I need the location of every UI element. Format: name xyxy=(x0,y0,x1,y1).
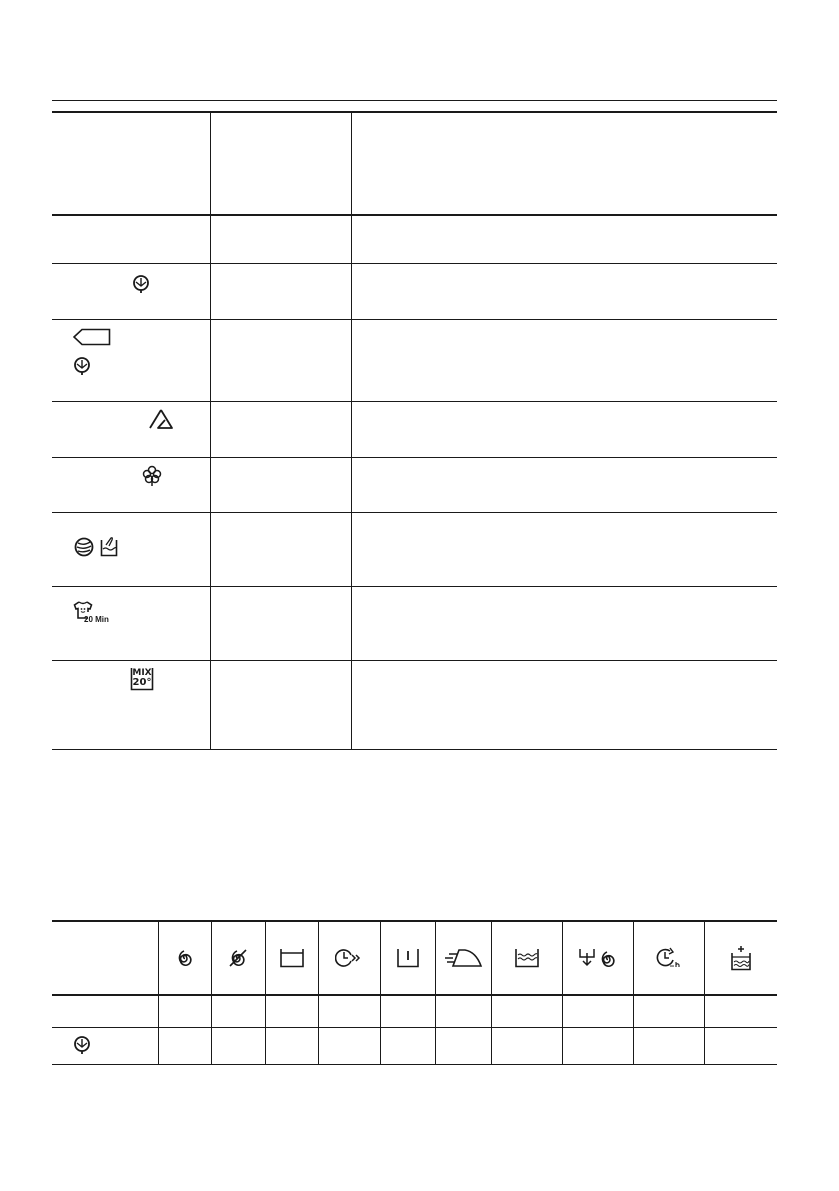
options-cell xyxy=(562,995,633,1028)
header-cell-description xyxy=(351,112,777,215)
options-header-cell xyxy=(562,921,633,995)
options-cell xyxy=(633,1028,704,1065)
options-header-cell xyxy=(211,921,265,995)
program-table-header xyxy=(52,112,777,215)
mix-temp-label: 20° xyxy=(132,676,152,688)
options-cell xyxy=(704,995,777,1028)
mix-label: MIX xyxy=(132,667,152,678)
table-row xyxy=(52,263,777,319)
program-cell xyxy=(52,401,210,457)
wool-icon xyxy=(74,537,94,557)
options-cell xyxy=(562,1028,633,1065)
options-cell xyxy=(211,1028,265,1065)
options-header-cell xyxy=(158,921,211,995)
description-cell xyxy=(351,457,777,512)
mix-20-icon xyxy=(130,667,154,691)
description-cell xyxy=(351,319,777,401)
options-header-cell xyxy=(435,921,491,995)
description-cell xyxy=(351,586,777,660)
program-cell xyxy=(52,263,210,319)
options-cell xyxy=(704,1028,777,1065)
options-header-cell xyxy=(265,921,318,995)
rinse-hold-icon xyxy=(279,948,305,968)
cotton-eco-icon xyxy=(73,357,91,377)
description-cell xyxy=(351,660,777,749)
temperature-cell xyxy=(210,215,351,263)
options-table xyxy=(52,920,777,1065)
tag-icon xyxy=(73,328,111,346)
options-program-cell xyxy=(52,995,158,1028)
delay-start-icon xyxy=(656,946,682,970)
description-cell xyxy=(351,215,777,263)
options-header-cell xyxy=(704,921,777,995)
options-cell xyxy=(435,1028,491,1065)
top-rule xyxy=(52,100,777,101)
program-cell xyxy=(52,319,210,401)
program-cell xyxy=(52,215,210,263)
spin-icon xyxy=(176,949,194,967)
options-cell xyxy=(211,995,265,1028)
options-header-cell xyxy=(318,921,380,995)
prewash-icon xyxy=(396,948,420,968)
no-spin-icon xyxy=(228,948,248,968)
header-cell-temperature xyxy=(210,112,351,215)
options-cell xyxy=(158,995,211,1028)
temperature-cell xyxy=(210,660,351,749)
extra-rinse-icon xyxy=(514,948,540,968)
options-cell xyxy=(491,995,562,1028)
synthetics-triangle-icon xyxy=(148,408,174,430)
temperature-cell xyxy=(210,457,351,512)
easy-iron-icon xyxy=(443,948,483,968)
options-header-cell xyxy=(633,921,704,995)
drain-spin-icon xyxy=(578,947,618,969)
table-row xyxy=(52,457,777,512)
options-cell xyxy=(380,995,435,1028)
options-cell xyxy=(158,1028,211,1065)
options-header-cell xyxy=(491,921,562,995)
description-cell xyxy=(351,401,777,457)
options-cell xyxy=(380,1028,435,1065)
options-cell xyxy=(318,995,380,1028)
options-cell xyxy=(318,1028,380,1065)
table-row xyxy=(52,995,777,1028)
options-cell xyxy=(435,995,491,1028)
options-program-cell xyxy=(52,1028,158,1065)
time-save-icon xyxy=(335,947,363,969)
description-cell xyxy=(351,512,777,586)
steam-add-icon xyxy=(730,945,752,971)
header-cell-program xyxy=(52,112,210,215)
cotton-eco-icon xyxy=(73,1036,91,1056)
table-row xyxy=(52,660,777,749)
program-cell xyxy=(52,512,210,586)
options-header-program xyxy=(52,921,158,995)
program-cell xyxy=(52,457,210,512)
shirt-20min-label: 20 Min xyxy=(84,614,109,624)
options-cell xyxy=(265,995,318,1028)
temperature-cell xyxy=(210,512,351,586)
temperature-cell xyxy=(210,401,351,457)
cotton-eco-icon xyxy=(132,275,150,295)
options-cell xyxy=(265,1028,318,1065)
options-header-cell xyxy=(380,921,435,995)
handwash-icon xyxy=(100,535,118,557)
temperature-cell xyxy=(210,586,351,660)
temperature-cell xyxy=(210,319,351,401)
table-row xyxy=(52,215,777,263)
program-cell xyxy=(52,660,210,749)
options-cell xyxy=(491,1028,562,1065)
description-cell xyxy=(351,263,777,319)
temperature-cell xyxy=(210,263,351,319)
table-row xyxy=(52,319,777,401)
table-row xyxy=(52,512,777,586)
table-row xyxy=(52,401,777,457)
program-table xyxy=(52,111,777,750)
program-cell xyxy=(52,586,210,660)
table-row xyxy=(52,586,777,660)
table-row xyxy=(52,1028,777,1065)
options-table-header xyxy=(52,921,777,995)
flower-delicates-icon xyxy=(142,465,162,487)
options-cell xyxy=(633,995,704,1028)
